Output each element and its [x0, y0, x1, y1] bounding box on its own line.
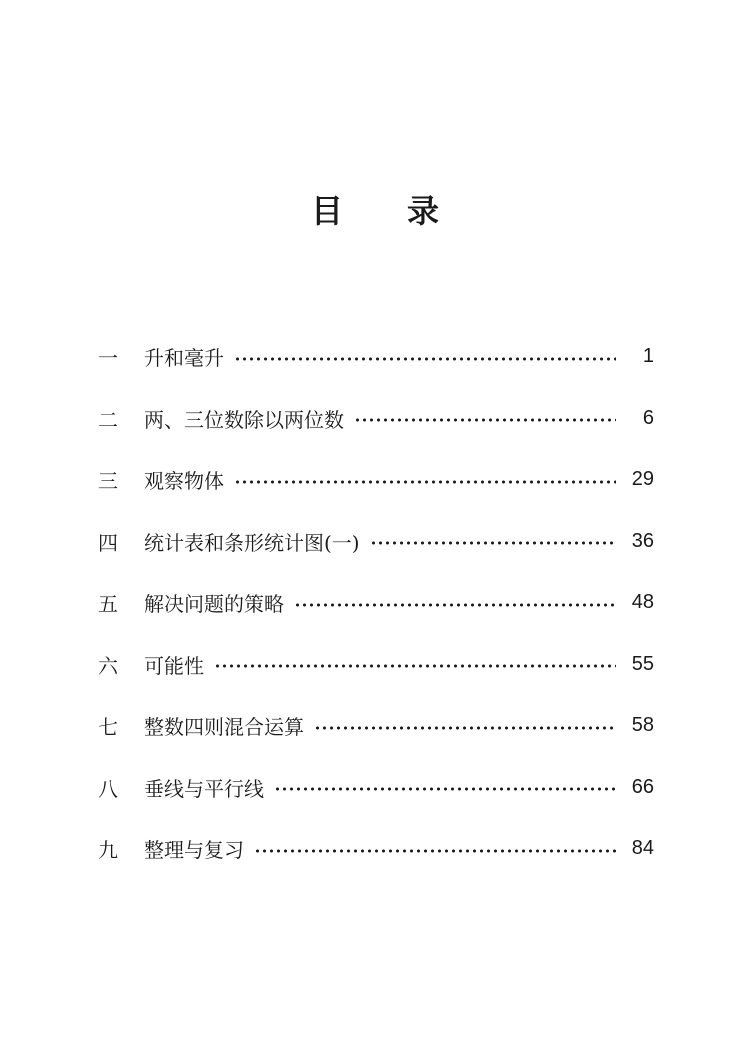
title-char-2: 录	[407, 192, 440, 230]
toc-dot-leader	[274, 787, 616, 791]
toc-entry-8[interactable]	[98, 757, 654, 819]
toc-chapter-title: 可能性	[144, 653, 204, 678]
title-char-1: 目	[310, 192, 343, 230]
toc-entry-1[interactable]	[98, 326, 654, 388]
toc-page-number: 6	[642, 406, 654, 429]
toc-chapter-title: 观察物体	[144, 469, 224, 494]
toc-chapter-title: 统计表和条形统计图(一)	[144, 530, 360, 555]
toc-entry-4[interactable]	[98, 511, 654, 573]
toc-dot-leader	[214, 664, 616, 668]
toc-chapter-title: 整数四则混合运算	[144, 715, 304, 740]
toc-chapter-title: 垂线与平行线	[144, 776, 264, 801]
toc-chapter-number: 八	[98, 776, 118, 801]
toc-chapter-title: 两、三位数除以两位数	[144, 407, 344, 432]
toc-chapter-number: 二	[98, 407, 118, 432]
toc-dot-leader	[254, 849, 616, 853]
toc-chapter-number: 四	[98, 530, 118, 555]
toc-chapter-number: 三	[98, 469, 118, 494]
toc-chapter-number: 五	[98, 592, 118, 617]
toc-dot-leader	[370, 541, 616, 545]
toc-page-number: 84	[631, 837, 654, 860]
toc-chapter-number: 七	[98, 715, 118, 740]
toc-chapter-title: 升和毫升	[144, 346, 224, 371]
toc-chapter-number: 九	[98, 838, 118, 863]
toc-page-number: 55	[631, 652, 654, 675]
toc-entry-2[interactable]	[98, 388, 654, 450]
toc-page-number: 29	[631, 468, 654, 491]
toc-dot-leader	[234, 480, 616, 484]
toc-dot-leader	[294, 603, 616, 607]
toc-page-number: 36	[631, 529, 654, 552]
page-title	[0, 186, 750, 232]
toc-chapter-title: 整理与复习	[144, 838, 244, 863]
toc-chapter-title: 解决问题的策略	[144, 592, 284, 617]
toc-entry-5[interactable]	[98, 572, 654, 634]
toc-dot-leader	[354, 418, 616, 422]
toc-page-number: 1	[642, 345, 654, 368]
toc-chapter-number: 六	[98, 653, 118, 678]
toc-chapter-number: 一	[98, 346, 118, 371]
toc-entry-9[interactable]	[98, 818, 654, 880]
toc-page-number: 66	[631, 775, 654, 798]
table-of-contents	[98, 326, 654, 880]
toc-entry-3[interactable]	[98, 449, 654, 511]
toc-page-number: 58	[631, 714, 654, 737]
toc-entry-7[interactable]	[98, 695, 654, 757]
toc-dot-leader	[314, 726, 616, 730]
toc-entry-6[interactable]	[98, 634, 654, 696]
toc-page-number: 48	[631, 591, 654, 614]
toc-dot-leader	[234, 357, 616, 361]
